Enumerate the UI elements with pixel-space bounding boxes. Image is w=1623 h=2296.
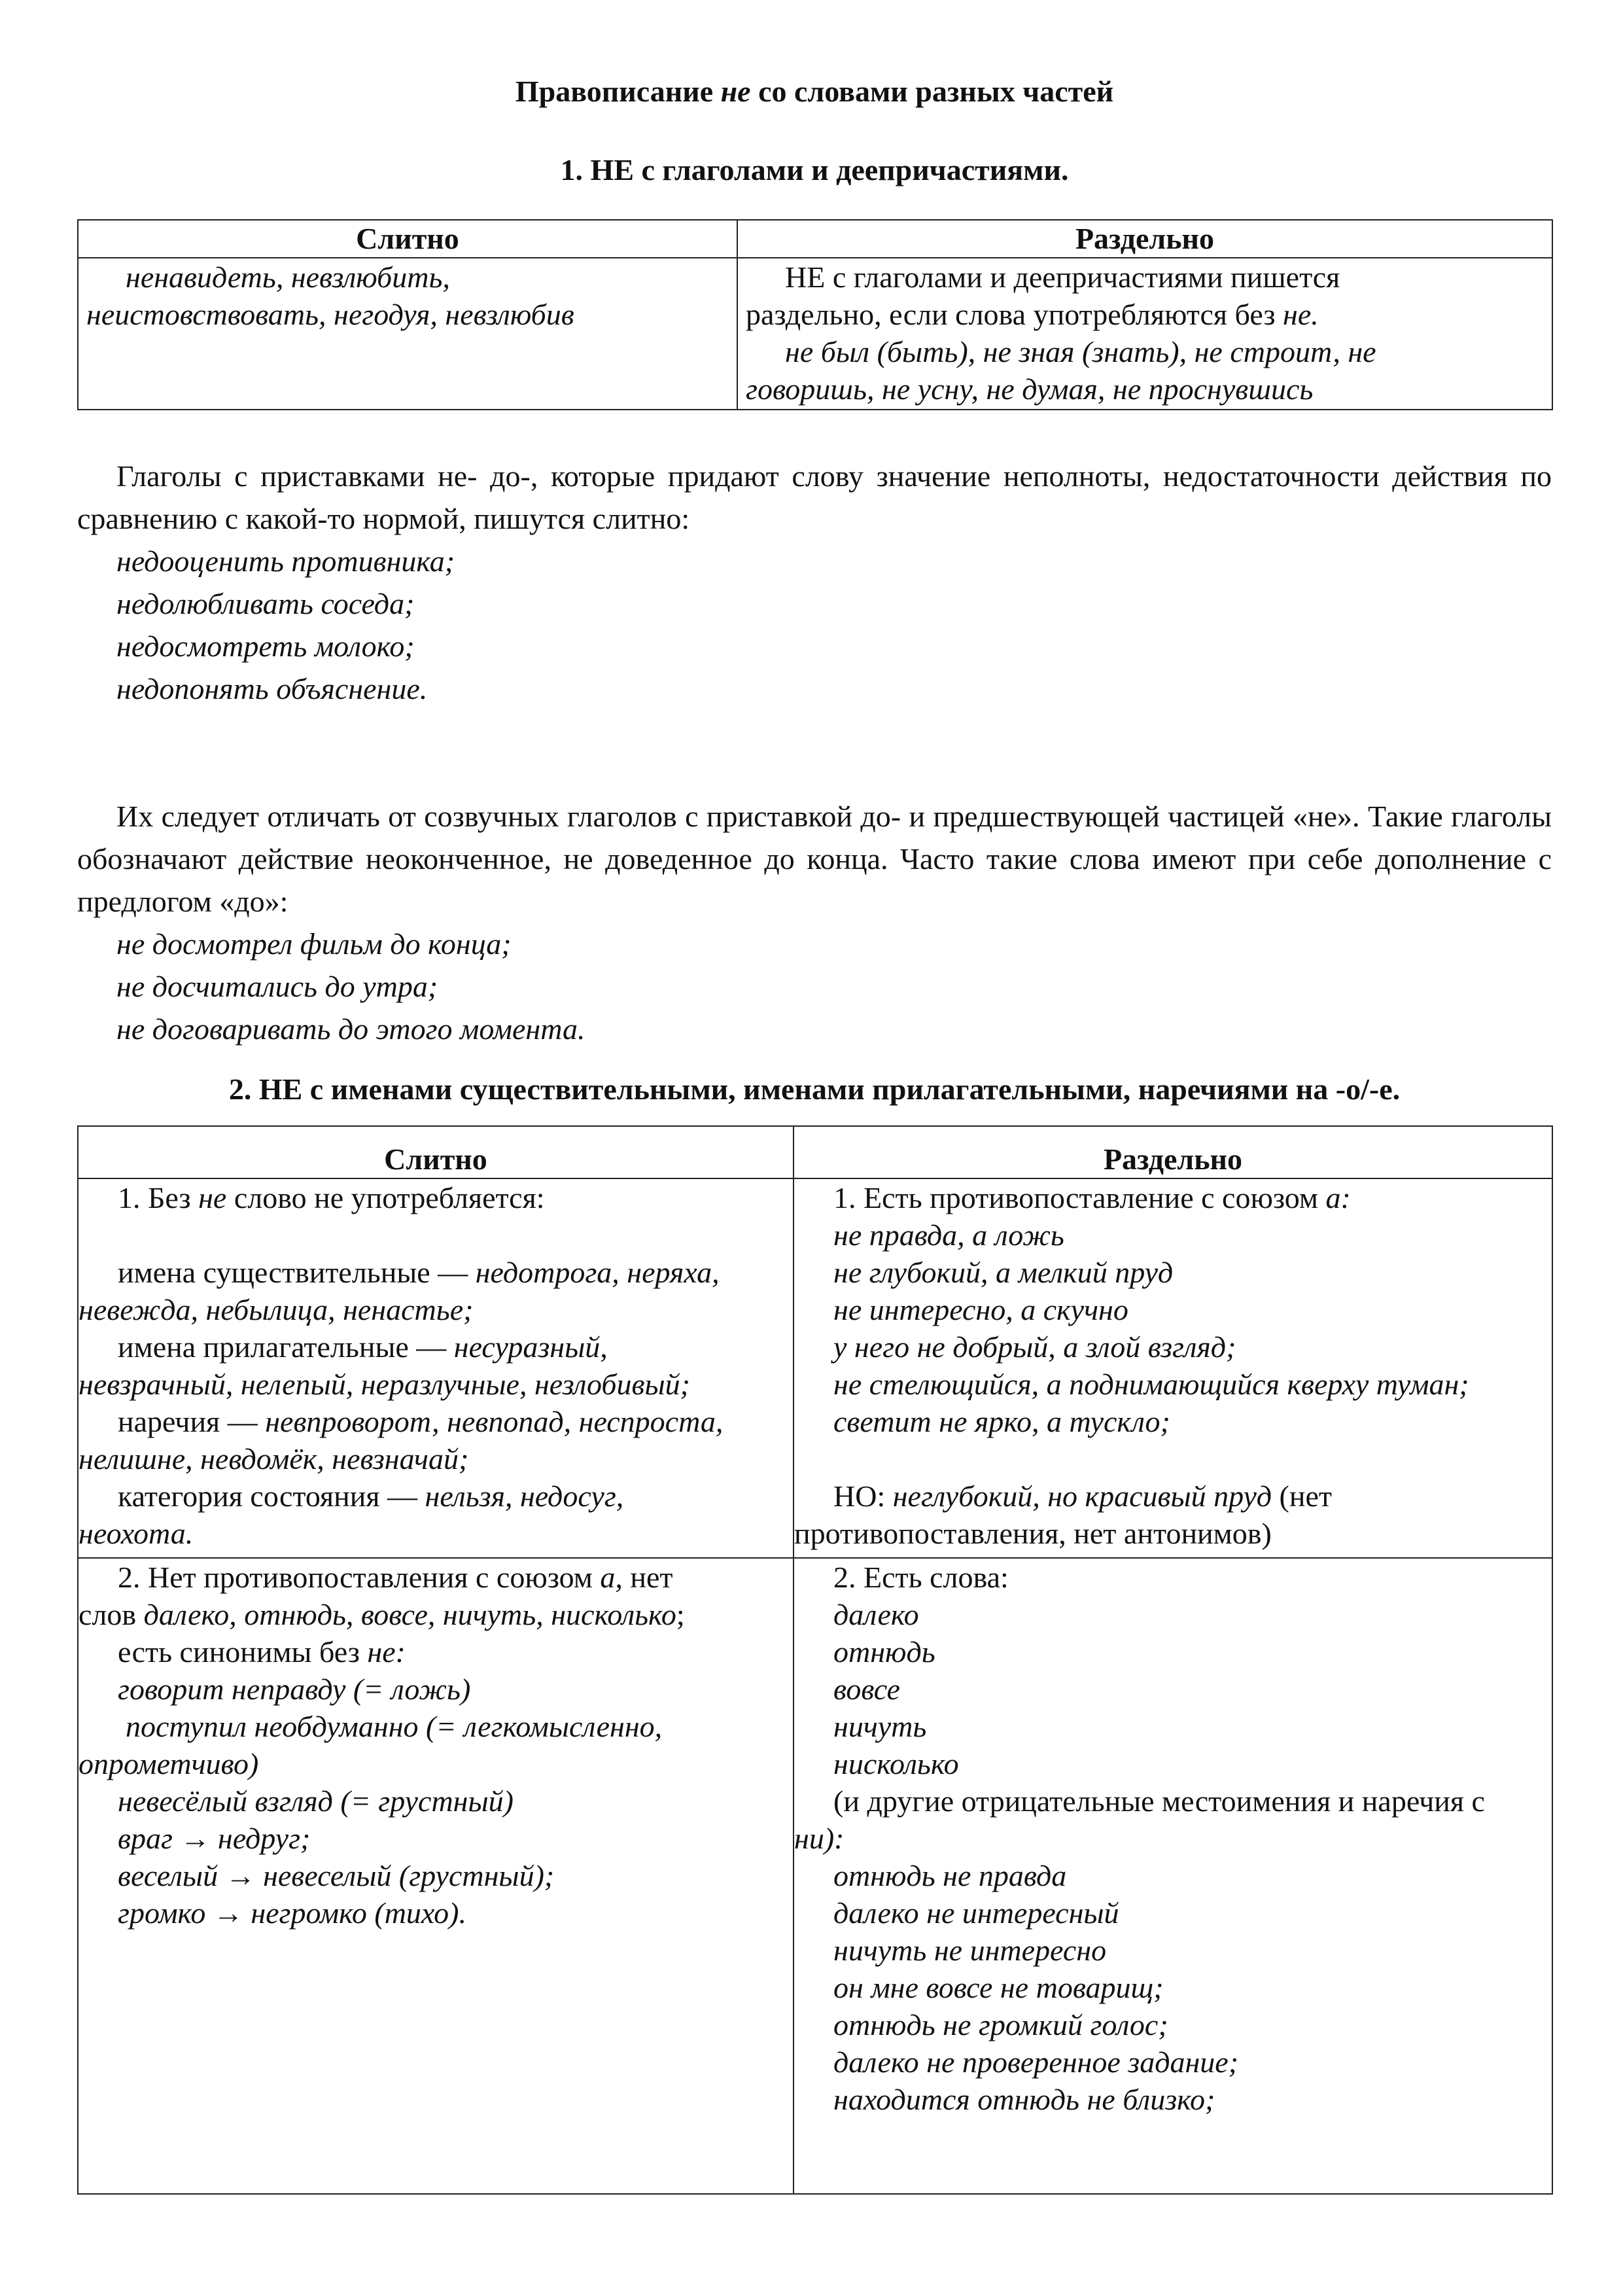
section1-merged-line: ненавидеть, невзлюбить, [126,260,450,294]
row2-right-note-cont: ни): [794,1822,845,1855]
list-item: далеко не проверенное задание; [833,2045,1239,2079]
list-item: далеко не интересный [833,1896,1119,1930]
section2-col-separate: Раздельно [794,1126,1552,1178]
list-item: не глубокий, а мелкий пруд [833,1256,1174,1289]
section1-separate-cell [737,258,1552,410]
row2-right-rule: 2. Есть слова: [833,1561,1009,1594]
row1-nouns: имена существительные — недотрога, неряха, [118,1256,720,1289]
list-item: не интересно, а скучно [833,1293,1128,1326]
section1-rule-line [746,296,1544,333]
section1-list-2 [116,923,585,1050]
section1-example-line: говоришь, не усну, не думая, не проснувшись [746,372,1314,406]
list-item: отнюдь [833,1635,935,1669]
section1-heading: 1. НЕ с глаголами и деепричастиями. [560,153,1069,186]
list-item: веселый → невеселый (грустный); [118,1859,555,1892]
list-item: вовсе [833,1672,900,1706]
list-item: светит не ярко, а тускло; [833,1405,1170,1438]
section1-col-merged: Слитно [78,220,737,258]
section2-row1-merged-cell [78,1178,794,1558]
list-item: не досчитались до утра; [116,970,438,1003]
section1-paragraph-2: Их следует отличать от созвучных глаголов с приставкой до- и предшествующей частицей «не». Такие глаголы обозначают действие неоконченное, не доведенное до конца. Часто такие слова имеют при себе дополнение с предлогом «до»: [77,800,1552,918]
section2-table [77,1125,1553,2195]
row1-state-cont: неохота. [79,1517,194,1550]
document-title [77,72,1552,111]
row2-synonyms: есть синонимы без не: [118,1635,406,1669]
row1-rule: 1. Без не слово не употребляется: [118,1181,545,1214]
row1-right-rule: 1. Есть противопоставление с союзом а: [833,1181,1351,1214]
row2-words: слов далеко, отнюдь, вовсе, ничуть, нисколько; [79,1598,685,1631]
list-item: ничуть не интересно [833,1934,1107,1967]
section1-merged-line: неистовствовать, негодуя, невзлюбив [86,298,574,331]
section1-table [77,219,1553,410]
list-item: недооценить противника; [116,544,455,578]
section1-example-line: не был (быть), не зная (знать), не строит, не [785,335,1376,368]
row1-state: категория состояния — нельзя, недосуг, [118,1479,624,1513]
list-item: не стелющийся, а поднимающийся кверху туман; [833,1368,1469,1401]
list-item: невесёлый взгляд (= грустный) [118,1784,514,1818]
row1-right-but-cont: противопоставления, нет антонимов) [794,1517,1272,1550]
list-item: не договаривать до этого момента. [116,1012,585,1046]
list-item: недолюбливать соседа; [116,587,415,620]
section1-merged-cell [78,258,737,410]
section1-col-separate: Раздельно [737,220,1552,258]
section1-paragraph-1: Глаголы с приставками не- до-, которые придают слову значение неполноты, недостаточности действия по сравнению с какой-то нормой, пишутся слитно: [77,459,1552,535]
list-item: отнюдь не громкий голос; [833,2008,1168,2041]
list-item: далеко [833,1598,919,1631]
list-item: недопонять объяснение. [116,672,428,705]
section1-list-1 [116,540,455,710]
list-item: он мне вовсе не товарищ; [833,1971,1164,2004]
list-item: громко → негромко (тихо). [118,1896,466,1930]
row1-right-but: НО: неглубокий, но красивый пруд (нет [833,1479,1333,1513]
row1-adjectives: имена прилагательные — несуразный, [118,1330,608,1364]
section2-row2-merged-cell [78,1558,794,2194]
list-item: находится отнюдь не близко; [833,2083,1215,2116]
list-item: нисколько [833,1747,959,1780]
title-text: Правописание [515,75,721,108]
list-item: говорит неправду (= ложь) [118,1672,471,1706]
title-emphasis: не [720,75,751,108]
section2-heading: 2. НЕ с именами существительными, именами прилагательными, наречиями на -о/-е. [228,1072,1401,1106]
section2-row2-separate-cell [794,1558,1552,2194]
title-text-end: со словами разных частей [750,75,1114,108]
list-item: ничуть [833,1710,927,1743]
section1-rule-line: НЕ с глаголами и деепричастиями пишется [785,260,1340,294]
row1-adverbs-cont: нелишне, невдомёк, невзначай; [79,1442,469,1475]
list-item: недосмотреть молоко; [116,629,415,663]
spacer [794,1440,1544,1477]
list-item: не правда, а ложь [833,1218,1064,1252]
document-page [77,72,1552,2116]
list-item: враг → недруг; [118,1822,311,1855]
row1-nouns-cont: невежда, небылица, ненастье; [79,1293,474,1326]
row1-adjectives-cont: невзрачный, нелепый, неразлучные, незлобивый; [79,1368,690,1401]
row1-adverbs: наречия — невпроворот, невпопад, неспроста, [118,1405,724,1438]
section2-col-merged: Слитно [78,1126,794,1178]
list-item: отнюдь не правда [833,1859,1067,1892]
section1-rule-emphasis: не. [1283,298,1319,331]
list-item: не досмотрел фильм до конца; [116,927,512,961]
list-item: опрометчиво) [79,1747,259,1780]
spacer [79,1216,785,1254]
section2-row1-separate-cell [794,1178,1552,1558]
row2-right-note: (и другие отрицательные местоимения и наречия с [833,1784,1485,1818]
row2-rule: 2. Нет противопоставления с союзом а, нет [118,1561,673,1594]
section1-rule-text: раздельно, если слова употребляются без [746,298,1283,331]
list-item: поступил необдуманно (= легкомысленно, [126,1710,663,1743]
list-item: у него не добрый, а злой взгляд; [833,1330,1236,1364]
